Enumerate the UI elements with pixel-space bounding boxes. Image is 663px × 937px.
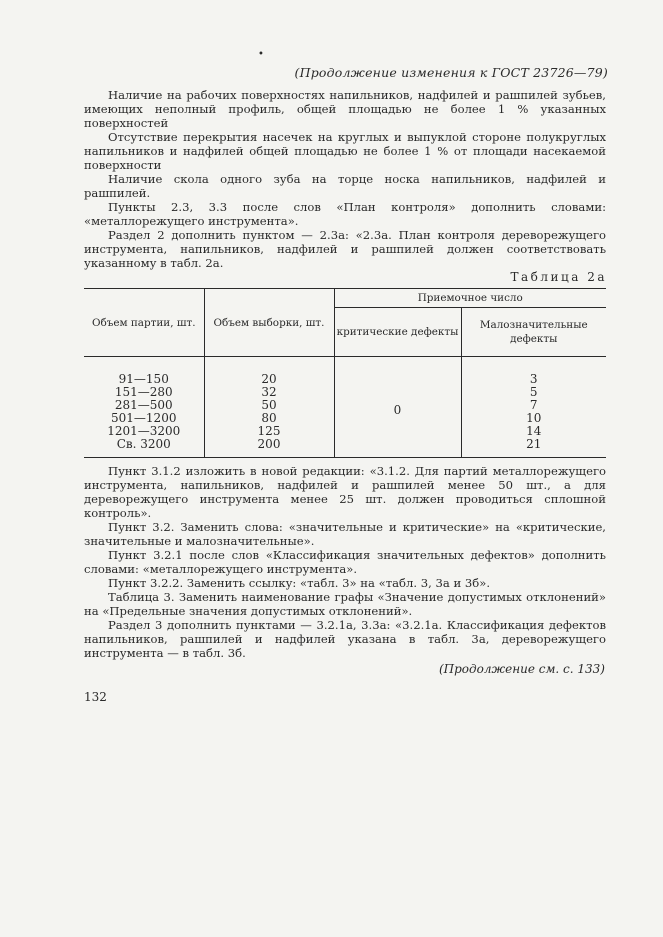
col-batch-size	[84, 357, 204, 458]
table-cell: 1201—3200	[107, 424, 181, 438]
table-cell: 7	[529, 398, 538, 412]
paragraph-bottom-4: Пункт 3.2.2. Заменить ссылку: «табл. 3» на «табл. 3, 3а и 3б».	[108, 576, 491, 590]
paragraph-top-3: Наличие скола одного зуба на торце носка напильников, надфилей и рашпилей.	[84, 172, 606, 200]
paragraph-top-1: Наличие на рабочих поверхностях напильников, надфилей и рашпилей зубьев, имеющих неполный профиль, общей площадью не более 1 % указанных поверхностей	[84, 88, 606, 130]
table-cell: 125	[257, 424, 281, 438]
paragraph-bottom-6: Раздел 3 дополнить пунктами — 3.2.1а, 3.3а: «3.2.1а. Классификация дефектов напильников, рашпилей и надфилей указана в табл. 3а, дереворежущего инструмента — в табл. 3б.	[84, 618, 606, 660]
table-cell: 80	[261, 411, 277, 425]
paragraph-bottom-3: Пункт 3.2.1 после слов «Классификация значительных дефектов» дополнить словами: «металлорежущего инструмента».	[84, 548, 606, 576]
top-mark: •	[258, 49, 264, 60]
table-cell: Св. 3200	[116, 437, 171, 451]
table-cell: 32	[261, 385, 277, 399]
paragraph-bottom-1: Пункт 3.1.2 изложить в новой редакции: «3.1.2. Для партий металлорежущего инструмента, напильников, надфилей и рашпилей менее 50 шт., а для дереворежущего инструмента менее 25 шт. должен проводиться сплошной контроль».	[84, 464, 606, 520]
col-sample-size	[204, 357, 334, 458]
bottom-text-block	[84, 464, 606, 660]
paragraph-top-5: Раздел 2 дополнить пунктом — 2.3а: «2.3а. План контроля дереворежущего инструмента, напильников, надфилей и рашпилей должен соответствовать указанному в табл. 2а.	[84, 228, 606, 270]
paragraph-top-4: Пункты 2.3, 3.3 после слов «План контроля» дополнить словами: «металлорежущего инструмента».	[84, 200, 606, 228]
header-minor-defects: Малозначительные дефекты	[461, 308, 606, 357]
table-cell: 20	[261, 372, 277, 386]
table-cell: 501—1200	[111, 411, 177, 425]
continuation-footer: (Продолжение см. с. 133)	[438, 662, 605, 676]
header-sample-size: Объем выборки, шт.	[204, 289, 334, 357]
continuation-header: (Продолжение изменения к ГОСТ 23726—79)	[294, 65, 608, 80]
paragraph-bottom-2: Пункт 3.2. Заменить слова: «значительные и критические» на «критические, значительные и малозначительные».	[84, 520, 606, 548]
table-cell: 14	[526, 424, 542, 438]
table-cell: 281—500	[114, 398, 173, 412]
acceptance-table	[84, 288, 606, 458]
table-cell: 21	[526, 437, 542, 451]
table-cell: 91—150	[118, 372, 169, 386]
table-cell: 200	[257, 437, 281, 451]
table-cell: 0	[393, 402, 402, 417]
header-critical-defects: критические дефекты	[334, 308, 461, 357]
table-cell: 151—280	[114, 385, 173, 399]
page-number: 132	[84, 690, 107, 704]
col-minor-defects	[461, 357, 606, 458]
table-cell: 10	[526, 411, 542, 425]
table-cell: 3	[529, 372, 538, 386]
table-cell: 50	[261, 398, 277, 412]
table-caption: Таблица 2а	[510, 270, 607, 284]
header-acceptance-number: Приемочное число	[334, 289, 606, 308]
top-text-block	[84, 88, 606, 270]
paragraph-top-2: Отсутствие перекрытия насечек на круглых и выпуклой стороне полукруглых напильников и надфилей общей площадью не более 1 % от площади насекаемой поверхности	[84, 130, 606, 172]
paragraph-bottom-5: Таблица 3. Заменить наименование графы «Значение допустимых отклонений» на «Предельные значения допустимых отклонений».	[84, 590, 606, 618]
header-batch-size: Объем партии, шт.	[84, 289, 204, 357]
col-critical-defects	[334, 357, 461, 458]
table-cell: 5	[529, 385, 538, 399]
